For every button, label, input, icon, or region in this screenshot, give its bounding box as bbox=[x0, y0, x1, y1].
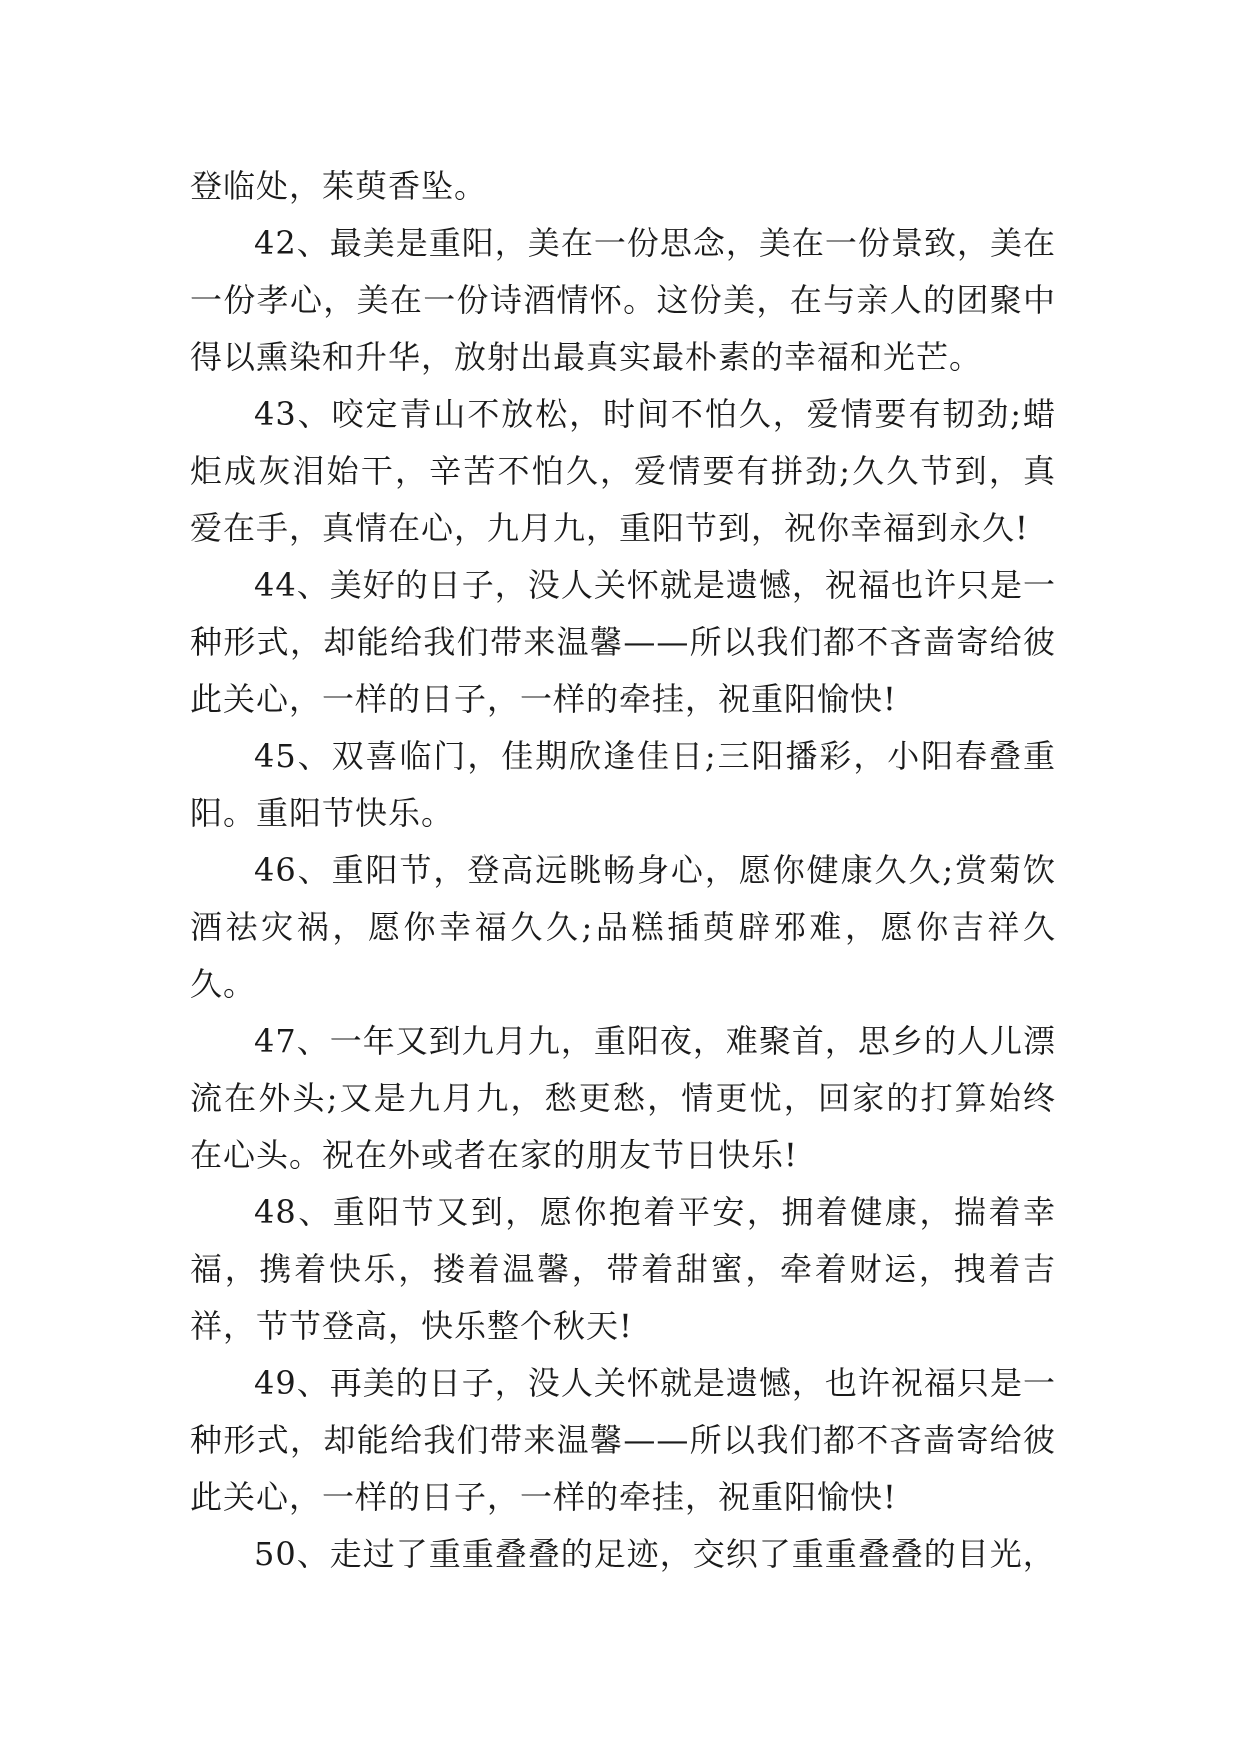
paragraph-44: 44、美好的日子，没人关怀就是遗憾，祝福也许只是一种形式，却能给我们带来温馨——所以我们都不吝啬寄给彼此关心，一样的日子，一样的牵挂，祝重阳愉快! bbox=[190, 566, 1056, 718]
paragraph-continued: 登临处，茱萸香坠。 bbox=[190, 167, 488, 205]
paragraph-45: 45、双喜临门，佳期欣逢佳日;三阳播彩，小阳春叠重阳。重阳节快乐。 bbox=[190, 737, 1056, 832]
document-body bbox=[190, 158, 1056, 1583]
paragraph-50: 50、走过了重重叠叠的足迹，交织了重重叠叠的目光， bbox=[254, 1535, 1056, 1573]
paragraph-42: 42、最美是重阳，美在一份思念，美在一份景致，美在一份孝心，美在一份诗酒情怀。这份美，在与亲人的团聚中得以熏染和升华，放射出最真实最朴素的幸福和光芒。 bbox=[190, 224, 1056, 376]
paragraph-47: 47、一年又到九月九，重阳夜，难聚首，思乡的人儿漂流在外头;又是九月九，愁更愁，情更忧，回家的打算始终在心头。祝在外或者在家的朋友节日快乐! bbox=[190, 1022, 1056, 1174]
paragraph-43: 43、咬定青山不放松，时间不怕久，爱情要有韧劲;蜡炬成灰泪始干，辛苦不怕久，爱情要有拼劲;久久节到，真爱在手，真情在心，九月九，重阳节到，祝你幸福到永久! bbox=[190, 395, 1056, 547]
paragraph-46: 46、重阳节，登高远眺畅身心，愿你健康久久;赏菊饮酒祛灾祸，愿你幸福久久;品糕插萸辟邪难，愿你吉祥久久。 bbox=[190, 851, 1056, 1003]
paragraph-48: 48、重阳节又到，愿你抱着平安，拥着健康，揣着幸福，携着快乐，搂着温馨，带着甜蜜，牵着财运，拽着吉祥，节节登高，快乐整个秋天! bbox=[190, 1193, 1056, 1345]
paragraph-49: 49、再美的日子，没人关怀就是遗憾，也许祝福只是一种形式，却能给我们带来温馨——所以我们都不吝啬寄给彼此关心，一样的日子，一样的牵挂，祝重阳愉快! bbox=[190, 1364, 1056, 1516]
